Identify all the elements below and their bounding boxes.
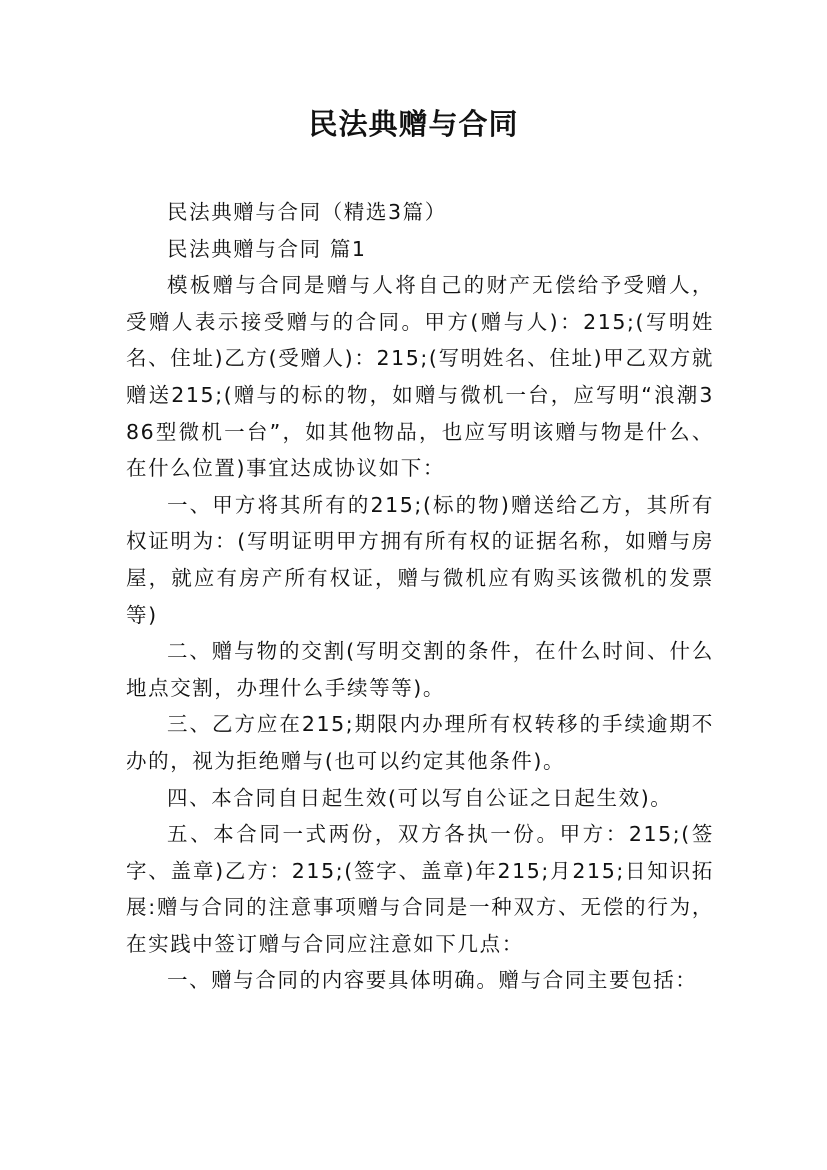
paragraph-clause-5: 五、本合同一式两份，双方各执一份。甲方：215;(签字、盖章)乙方：215;(签字、盖章)年215;月215;日知识拓展:赠与合同的注意事项赠与合同是一种双方、无偿的行为，在实践中签订赠与合同应注意如下几点： <box>126 822 714 956</box>
paragraph-section-heading: 民法典赠与合同 篇1 <box>167 236 367 261</box>
paragraph-clause-4: 四、本合同自日起生效(可以写自公证之日起生效)。 <box>167 785 673 810</box>
paragraph-clause-1: 一、甲方将其所有的215;(标的物)赠送给乙方，其所有权证明为：(写明证明甲方拥有所有权的证据名称，如赠与房屋，就应有房产所有权证，赠与微机应有购买该微机的发票等) <box>126 492 714 627</box>
paragraph-collection-heading: 民法典赠与合同（精选3篇） <box>167 200 447 224</box>
paragraph-clause-2: 二、赠与物的交割(写明交割的条件，在什么时间、什么地点交割，办理什么手续等等)。 <box>126 639 714 700</box>
document-body <box>126 194 714 999</box>
paragraph-clause-3: 三、乙方应在215;期限内办理所有权转移的手续逾期不办的，视为拒绝赠与(也可以约定其他条件)。 <box>126 712 714 773</box>
paragraph-notes-1: 一、赠与合同的内容要具体明确。赠与合同主要包括： <box>167 968 698 993</box>
paragraph-intro: 模板赠与合同是赠与人将自己的财产无偿给予受赠人，受赠人表示接受赠与的合同。甲方(赠与人)：215;(写明姓名、住址)乙方(受赠人)：215;(写明姓名、住址)甲乙双方就赠送215;(赠与的标的物，如赠与微机一台，应写明“浪潮386型微机一台”，如其他物品，也应写明该赠与物是什么、在什么位置)事宜达成协议如下： <box>126 273 714 481</box>
document-title: 民法典赠与合同 <box>308 107 519 141</box>
